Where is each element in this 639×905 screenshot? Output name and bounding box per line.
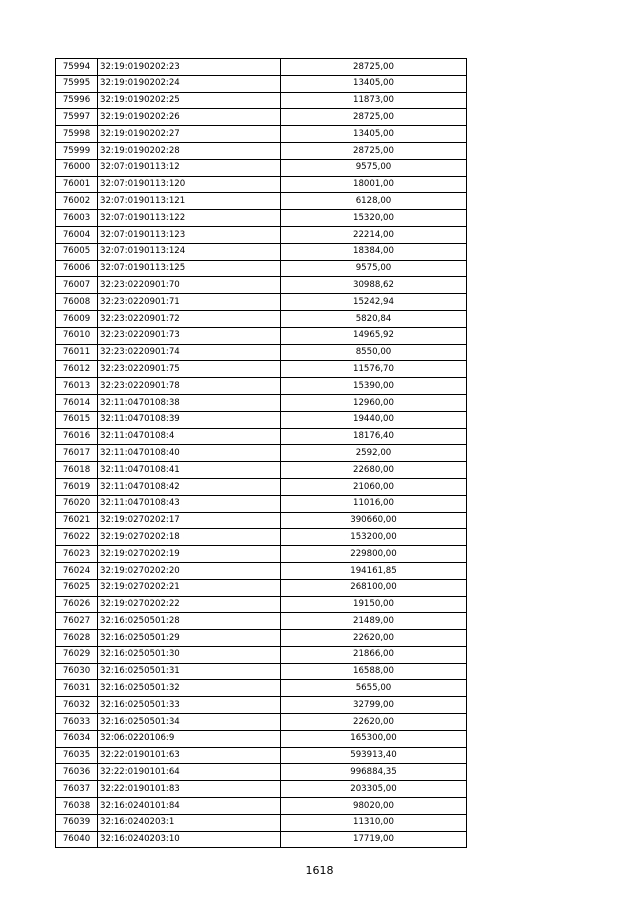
cadastral-number-cell: 32:07:0190113:122 bbox=[98, 210, 281, 227]
cadastral-number-cell: 32:23:0220901:74 bbox=[98, 344, 281, 361]
table-row bbox=[56, 613, 467, 630]
table-row bbox=[56, 59, 467, 76]
row-number-cell: 76032 bbox=[56, 697, 98, 714]
cadastral-number-cell: 32:19:0270202:18 bbox=[98, 529, 281, 546]
row-number-cell: 76037 bbox=[56, 781, 98, 798]
row-number-cell: 76011 bbox=[56, 344, 98, 361]
cadastral-number-cell: 32:19:0270202:21 bbox=[98, 579, 281, 596]
row-number-cell: 76022 bbox=[56, 529, 98, 546]
value-cell: 165300,00 bbox=[281, 730, 467, 747]
table-row bbox=[56, 730, 467, 747]
cadastral-number-cell: 32:19:0190202:24 bbox=[98, 75, 281, 92]
table-row bbox=[56, 445, 467, 462]
table-row bbox=[56, 277, 467, 294]
table-row bbox=[56, 697, 467, 714]
value-cell: 996884,35 bbox=[281, 764, 467, 781]
table-row bbox=[56, 831, 467, 848]
table-row bbox=[56, 562, 467, 579]
value-cell: 11310,00 bbox=[281, 814, 467, 831]
value-cell: 19440,00 bbox=[281, 411, 467, 428]
table-row bbox=[56, 428, 467, 445]
cadastral-number-cell: 32:19:0190202:28 bbox=[98, 142, 281, 159]
cadastral-number-cell: 32:16:0250501:31 bbox=[98, 663, 281, 680]
row-number-cell: 76028 bbox=[56, 630, 98, 647]
cadastral-number-cell: 32:16:0250501:34 bbox=[98, 714, 281, 731]
table-row bbox=[56, 394, 467, 411]
table-row bbox=[56, 596, 467, 613]
table-row bbox=[56, 378, 467, 395]
row-number-cell: 75997 bbox=[56, 109, 98, 126]
cadastral-number-cell: 32:11:0470108:43 bbox=[98, 495, 281, 512]
cadastral-number-cell: 32:16:0250501:33 bbox=[98, 697, 281, 714]
table-row bbox=[56, 361, 467, 378]
table-row bbox=[56, 747, 467, 764]
value-cell: 18384,00 bbox=[281, 243, 467, 260]
cadastral-number-cell: 32:16:0250501:28 bbox=[98, 613, 281, 630]
cadastral-number-cell: 32:11:0470108:40 bbox=[98, 445, 281, 462]
cadastral-number-cell: 32:07:0190113:120 bbox=[98, 176, 281, 193]
cadastral-number-cell: 32:19:0270202:19 bbox=[98, 546, 281, 563]
cadastral-number-cell: 32:19:0190202:26 bbox=[98, 109, 281, 126]
row-number-cell: 76010 bbox=[56, 327, 98, 344]
value-cell: 98020,00 bbox=[281, 798, 467, 815]
table-row bbox=[56, 579, 467, 596]
page-number: 1618 bbox=[305, 864, 334, 877]
row-number-cell: 76031 bbox=[56, 680, 98, 697]
value-cell: 32799,00 bbox=[281, 697, 467, 714]
row-number-cell: 76014 bbox=[56, 394, 98, 411]
value-cell: 5655,00 bbox=[281, 680, 467, 697]
value-cell: 5820,84 bbox=[281, 310, 467, 327]
value-cell: 21489,00 bbox=[281, 613, 467, 630]
value-cell: 28725,00 bbox=[281, 59, 467, 76]
value-cell: 13405,00 bbox=[281, 126, 467, 143]
cadastral-number-cell: 32:19:0270202:17 bbox=[98, 512, 281, 529]
cadastral-number-cell: 32:11:0470108:39 bbox=[98, 411, 281, 428]
value-cell: 17719,00 bbox=[281, 831, 467, 848]
cadastral-number-cell: 32:19:0190202:23 bbox=[98, 59, 281, 76]
table-row bbox=[56, 142, 467, 159]
row-number-cell: 76019 bbox=[56, 478, 98, 495]
value-cell: 6128,00 bbox=[281, 193, 467, 210]
row-number-cell: 76005 bbox=[56, 243, 98, 260]
value-cell: 28725,00 bbox=[281, 109, 467, 126]
row-number-cell: 76009 bbox=[56, 310, 98, 327]
cadastral-number-cell: 32:19:0190202:27 bbox=[98, 126, 281, 143]
row-number-cell: 76016 bbox=[56, 428, 98, 445]
table-row bbox=[56, 512, 467, 529]
row-number-cell: 75999 bbox=[56, 142, 98, 159]
value-cell: 194161,85 bbox=[281, 562, 467, 579]
value-cell: 8550,00 bbox=[281, 344, 467, 361]
value-cell: 12960,00 bbox=[281, 394, 467, 411]
table-row bbox=[56, 546, 467, 563]
row-number-cell: 76001 bbox=[56, 176, 98, 193]
table-row bbox=[56, 75, 467, 92]
cadastral-number-cell: 32:16:0250501:30 bbox=[98, 646, 281, 663]
table-row bbox=[56, 310, 467, 327]
value-cell: 22620,00 bbox=[281, 714, 467, 731]
cadastral-number-cell: 32:11:0470108:42 bbox=[98, 478, 281, 495]
table-row bbox=[56, 680, 467, 697]
table-row bbox=[56, 411, 467, 428]
value-cell: 22620,00 bbox=[281, 630, 467, 647]
cadastral-number-cell: 32:07:0190113:124 bbox=[98, 243, 281, 260]
table-row bbox=[56, 814, 467, 831]
row-number-cell: 76013 bbox=[56, 378, 98, 395]
cadastral-value-table bbox=[55, 58, 467, 848]
table-row bbox=[56, 714, 467, 731]
row-number-cell: 76004 bbox=[56, 226, 98, 243]
table-row bbox=[56, 344, 467, 361]
cadastral-number-cell: 32:07:0190113:125 bbox=[98, 260, 281, 277]
value-cell: 16588,00 bbox=[281, 663, 467, 680]
value-cell: 390660,00 bbox=[281, 512, 467, 529]
value-cell: 18001,00 bbox=[281, 176, 467, 193]
row-number-cell: 76039 bbox=[56, 814, 98, 831]
value-cell: 593913,40 bbox=[281, 747, 467, 764]
row-number-cell: 75994 bbox=[56, 59, 98, 76]
row-number-cell: 76033 bbox=[56, 714, 98, 731]
cadastral-number-cell: 32:06:0220106:9 bbox=[98, 730, 281, 747]
cadastral-number-cell: 32:22:0190101:64 bbox=[98, 764, 281, 781]
row-number-cell: 76025 bbox=[56, 579, 98, 596]
value-cell: 203305,00 bbox=[281, 781, 467, 798]
row-number-cell: 76024 bbox=[56, 562, 98, 579]
table-row bbox=[56, 646, 467, 663]
row-number-cell: 76038 bbox=[56, 798, 98, 815]
value-cell: 9575,00 bbox=[281, 260, 467, 277]
value-cell: 268100,00 bbox=[281, 579, 467, 596]
value-cell: 18176,40 bbox=[281, 428, 467, 445]
table-body bbox=[56, 59, 467, 848]
cadastral-number-cell: 32:07:0190113:123 bbox=[98, 226, 281, 243]
cadastral-number-cell: 32:16:0240101:84 bbox=[98, 798, 281, 815]
row-number-cell: 75995 bbox=[56, 75, 98, 92]
row-number-cell: 76008 bbox=[56, 294, 98, 311]
table-row bbox=[56, 92, 467, 109]
cadastral-number-cell: 32:16:0240203:1 bbox=[98, 814, 281, 831]
table-row bbox=[56, 210, 467, 227]
value-cell: 11873,00 bbox=[281, 92, 467, 109]
cadastral-number-cell: 32:07:0190113:12 bbox=[98, 159, 281, 176]
cadastral-number-cell: 32:19:0190202:25 bbox=[98, 92, 281, 109]
table-row bbox=[56, 663, 467, 680]
cadastral-number-cell: 32:11:0470108:4 bbox=[98, 428, 281, 445]
value-cell: 15390,00 bbox=[281, 378, 467, 395]
value-cell: 153200,00 bbox=[281, 529, 467, 546]
table-row bbox=[56, 260, 467, 277]
cadastral-number-cell: 32:19:0270202:20 bbox=[98, 562, 281, 579]
row-number-cell: 76017 bbox=[56, 445, 98, 462]
cadastral-number-cell: 32:23:0220901:70 bbox=[98, 277, 281, 294]
value-cell: 14965,92 bbox=[281, 327, 467, 344]
row-number-cell: 76003 bbox=[56, 210, 98, 227]
value-cell: 22214,00 bbox=[281, 226, 467, 243]
row-number-cell: 76020 bbox=[56, 495, 98, 512]
row-number-cell: 76035 bbox=[56, 747, 98, 764]
table-row bbox=[56, 226, 467, 243]
row-number-cell: 75996 bbox=[56, 92, 98, 109]
cadastral-number-cell: 32:16:0250501:32 bbox=[98, 680, 281, 697]
value-cell: 22680,00 bbox=[281, 462, 467, 479]
cadastral-number-cell: 32:23:0220901:75 bbox=[98, 361, 281, 378]
table-row bbox=[56, 781, 467, 798]
table-row bbox=[56, 109, 467, 126]
table-row bbox=[56, 176, 467, 193]
table-row bbox=[56, 478, 467, 495]
row-number-cell: 75998 bbox=[56, 126, 98, 143]
value-cell: 11016,00 bbox=[281, 495, 467, 512]
row-number-cell: 76007 bbox=[56, 277, 98, 294]
value-cell: 21866,00 bbox=[281, 646, 467, 663]
table-row bbox=[56, 462, 467, 479]
table-row bbox=[56, 193, 467, 210]
cadastral-number-cell: 32:16:0250501:29 bbox=[98, 630, 281, 647]
table-row bbox=[56, 798, 467, 815]
row-number-cell: 76027 bbox=[56, 613, 98, 630]
cadastral-number-cell: 32:23:0220901:71 bbox=[98, 294, 281, 311]
cadastral-number-cell: 32:23:0220901:73 bbox=[98, 327, 281, 344]
cadastral-number-cell: 32:07:0190113:121 bbox=[98, 193, 281, 210]
cadastral-number-cell: 32:16:0240203:10 bbox=[98, 831, 281, 848]
cadastral-number-cell: 32:22:0190101:63 bbox=[98, 747, 281, 764]
row-number-cell: 76021 bbox=[56, 512, 98, 529]
table-row bbox=[56, 294, 467, 311]
value-cell: 15320,00 bbox=[281, 210, 467, 227]
table-row bbox=[56, 126, 467, 143]
row-number-cell: 76006 bbox=[56, 260, 98, 277]
cadastral-number-cell: 32:23:0220901:78 bbox=[98, 378, 281, 395]
row-number-cell: 76036 bbox=[56, 764, 98, 781]
row-number-cell: 76000 bbox=[56, 159, 98, 176]
value-cell: 13405,00 bbox=[281, 75, 467, 92]
cadastral-number-cell: 32:11:0470108:38 bbox=[98, 394, 281, 411]
cadastral-number-cell: 32:23:0220901:72 bbox=[98, 310, 281, 327]
table-row bbox=[56, 243, 467, 260]
row-number-cell: 76018 bbox=[56, 462, 98, 479]
row-number-cell: 76012 bbox=[56, 361, 98, 378]
row-number-cell: 76026 bbox=[56, 596, 98, 613]
value-cell: 11576,70 bbox=[281, 361, 467, 378]
table-row bbox=[56, 327, 467, 344]
row-number-cell: 76034 bbox=[56, 730, 98, 747]
value-cell: 9575,00 bbox=[281, 159, 467, 176]
row-number-cell: 76015 bbox=[56, 411, 98, 428]
table-row bbox=[56, 630, 467, 647]
value-cell: 19150,00 bbox=[281, 596, 467, 613]
table-row bbox=[56, 529, 467, 546]
row-number-cell: 76002 bbox=[56, 193, 98, 210]
row-number-cell: 76040 bbox=[56, 831, 98, 848]
value-cell: 15242,94 bbox=[281, 294, 467, 311]
row-number-cell: 76030 bbox=[56, 663, 98, 680]
value-cell: 28725,00 bbox=[281, 142, 467, 159]
row-number-cell: 76029 bbox=[56, 646, 98, 663]
cadastral-number-cell: 32:11:0470108:41 bbox=[98, 462, 281, 479]
value-cell: 2592,00 bbox=[281, 445, 467, 462]
table-row bbox=[56, 495, 467, 512]
value-cell: 229800,00 bbox=[281, 546, 467, 563]
value-cell: 21060,00 bbox=[281, 478, 467, 495]
value-cell: 30988,62 bbox=[281, 277, 467, 294]
cadastral-number-cell: 32:19:0270202:22 bbox=[98, 596, 281, 613]
row-number-cell: 76023 bbox=[56, 546, 98, 563]
table-row bbox=[56, 764, 467, 781]
cadastral-number-cell: 32:22:0190101:83 bbox=[98, 781, 281, 798]
table-row bbox=[56, 159, 467, 176]
